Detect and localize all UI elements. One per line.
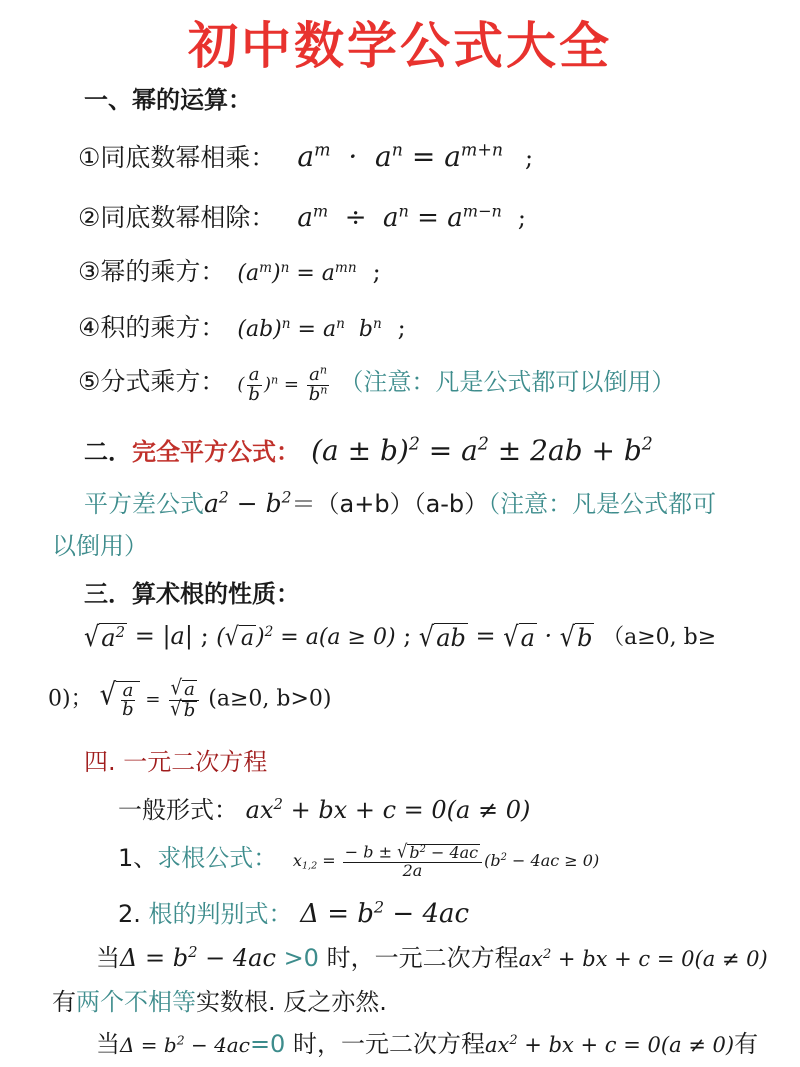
root-formula-number: 1、	[118, 844, 158, 872]
formula-row-2	[78, 198, 526, 234]
case-positive-gt: >0	[283, 944, 319, 972]
case-zero-eq: =0	[249, 1030, 286, 1058]
case-zero-row	[96, 1024, 758, 1059]
case-zero-equation: $ax^2$ + bx + c = 0(a ≠ 0)	[484, 1033, 735, 1057]
root-formula-row	[118, 838, 599, 879]
section-4-heading: 四. 一元二次方程	[84, 748, 268, 776]
section-2-row	[84, 432, 653, 467]
section-2-number: 二．	[84, 438, 132, 466]
formula-3-semicolon: ;	[372, 258, 381, 286]
difference-of-squares-note: （注意：凡是公式都可	[488, 490, 717, 518]
case-positive-delta: $\Delta = b^2 - 4ac$	[120, 943, 276, 972]
root-condition-1-cont: 0)；	[48, 686, 93, 712]
case-zero-when: 当	[96, 1030, 120, 1058]
general-form-row	[118, 790, 530, 825]
discriminant-expr: $\Delta = b^2 - 4ac$	[300, 897, 470, 929]
formula-5-expr: ( $\frac{a}{b}$ )$^n$ = $\frac{a^n}{b^n}$	[237, 362, 328, 405]
root-formula-expr: $x_{1,2}$ = − b ± √ $b^2 - 4ac$ 2a $(b^2 - 4ac \ge 0)$	[292, 840, 600, 880]
formula-5-label: ⑤分式乘方：	[78, 367, 226, 396]
root-separator-1: ;	[200, 622, 217, 650]
formula-2-semicolon: ;	[517, 204, 526, 232]
root-property-4: √ $\frac{a}{b}$ = √ a √ b	[100, 689, 202, 710]
formula-row-4	[78, 308, 406, 344]
formula-row-5	[78, 362, 675, 404]
formula-5-note: （注意：凡是公式都可以倒用）	[339, 368, 676, 396]
root-separator-2: ;	[403, 622, 419, 650]
case-positive-rest: 实数根. 反之亦然.	[196, 988, 387, 1016]
formula-4-label: ④积的乘方：	[78, 313, 226, 342]
case-positive-when: 当	[96, 944, 120, 972]
case-zero-mid: 时，一元二次方程	[292, 1030, 485, 1058]
root-condition-2: (a≥0, b>0)	[208, 686, 332, 712]
formula-row-1	[78, 138, 533, 174]
root-property-3: √ ab = √ a · √ b	[418, 620, 593, 654]
difference-of-squares-note-cont: 以倒用）	[52, 532, 148, 560]
formula-row-3	[78, 252, 381, 288]
difference-of-squares-label: 平方差公式	[84, 490, 204, 518]
case-positive-row-cont	[52, 982, 387, 1017]
case-positive-mid: 时，一元二次方程	[326, 944, 519, 972]
section-2-heading: 完全平方公式：	[132, 438, 300, 466]
case-positive-two: 两个不相等	[76, 988, 196, 1016]
formula-1-expr: $a^m \cdot a^n = a^{m+n}$	[297, 140, 504, 173]
difference-of-squares-lhs: $a^2 - b^2$	[204, 488, 292, 518]
formula-2-expr: $a^m \div a^n = a^{m-n}$	[297, 201, 502, 233]
section-3-heading: 三．算术根的性质：	[84, 580, 300, 608]
discriminant-row	[118, 894, 469, 929]
formula-2-label: ②同底数幂相除：	[78, 203, 276, 232]
root-formula-label: 求根公式：	[157, 844, 278, 872]
root-properties-row-2	[48, 676, 332, 722]
root-condition-1: （a≥0, b≥	[602, 625, 717, 650]
case-zero-delta: $\Delta = b^2 - 4ac$	[120, 1032, 250, 1057]
discriminant-label: 根的判别式：	[148, 900, 293, 928]
root-properties-row-1	[84, 620, 716, 652]
formula-1-semicolon: ;	[525, 144, 534, 172]
discriminant-number: 2.	[118, 900, 141, 928]
page-title: 初中数学公式大全	[188, 17, 612, 75]
section-1-heading: 一、幂的运算：	[84, 86, 252, 114]
formula-4-semicolon: ;	[397, 314, 406, 342]
difference-of-squares-row	[84, 484, 716, 519]
case-zero-have: 有	[734, 1030, 759, 1058]
case-positive-equation: $ax^2$ + bx + c = 0(a ≠ 0)	[518, 947, 768, 971]
general-form-expr: $ax^2$ + bx + c = 0(a ≠ 0)	[245, 795, 531, 824]
perfect-square-formula: $(a \pm b)^2 = a^2 \pm 2ab + b^2$	[311, 434, 653, 467]
formula-4-expr: $(ab)^n = a^n$ $b^n$	[237, 315, 382, 342]
general-form-label: 一般形式：	[118, 796, 238, 824]
formula-3-expr: $(a^m)^n = a^{mn}$	[237, 259, 357, 286]
formula-3-label: ③幂的乘方：	[78, 257, 226, 286]
formula-1-label: ①同底数幂相乘：	[78, 143, 276, 172]
root-property-1: √ $a^2$ = |a|	[84, 620, 193, 654]
case-positive-row	[96, 938, 768, 973]
case-positive-have: 有	[52, 988, 76, 1016]
root-property-2: ( √ a )$^2$ = a(a ≥ 0)	[216, 623, 396, 652]
difference-of-squares-rhs: ＝（a+b）（a-b）	[291, 490, 489, 518]
